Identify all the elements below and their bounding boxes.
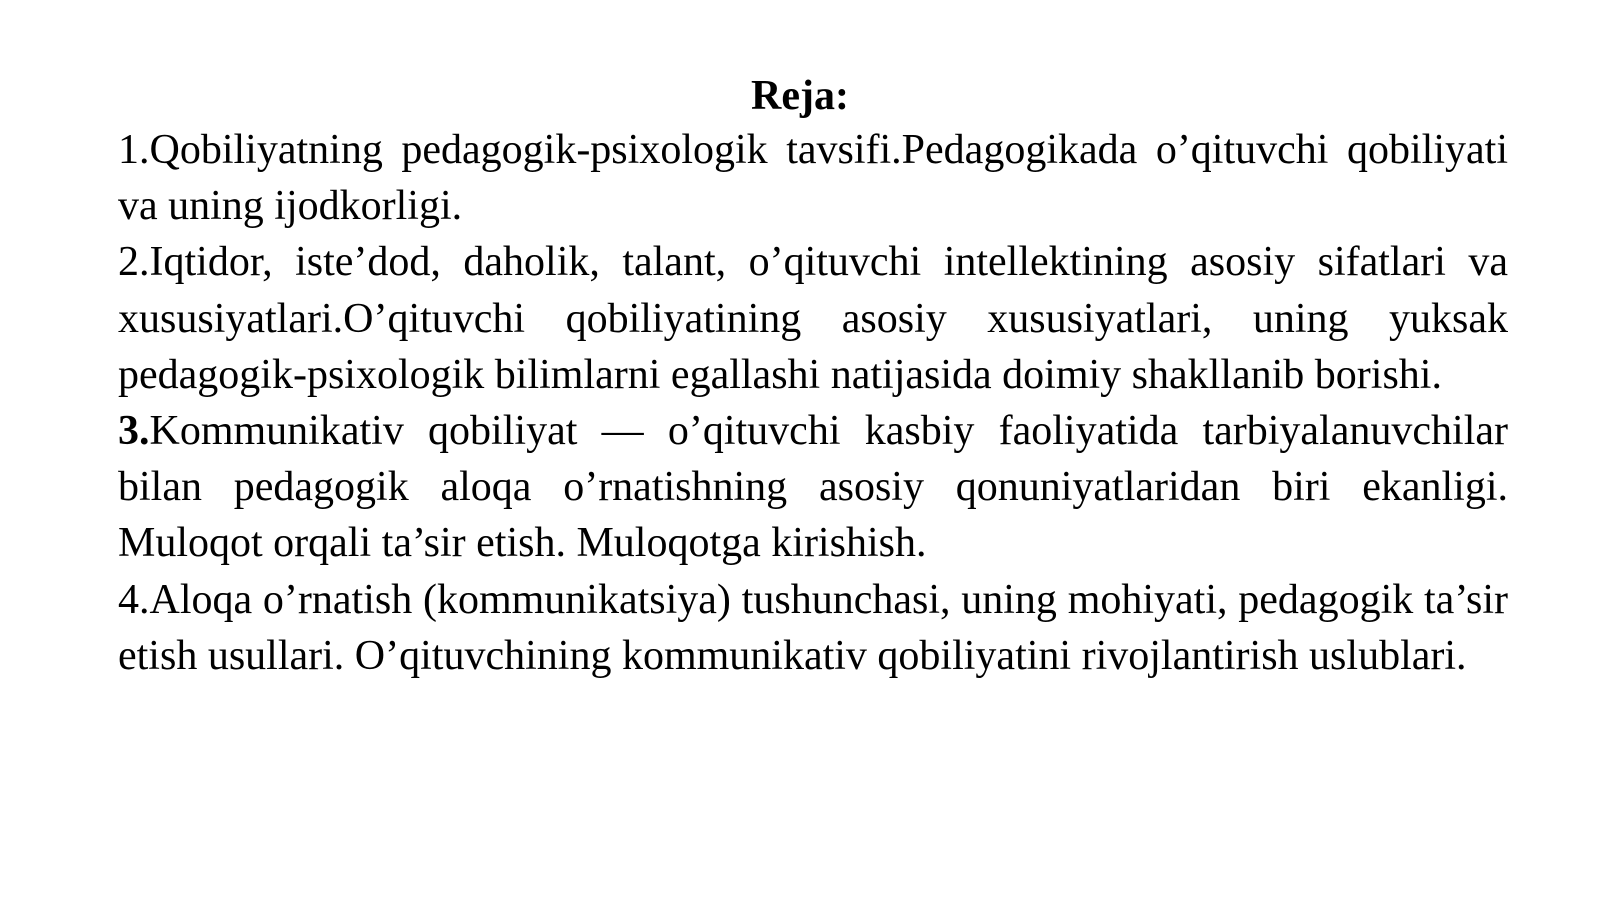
plan-item-3 — [118, 403, 1508, 572]
plan-item-4 — [118, 572, 1508, 684]
plan-item-text: Kommunikativ qobiliyat — o’qituvchi kasbiy faoliyatida tarbiyalanuvchilar bilan pedagogik aloqa o’rnatishning asosiy qonuniyatlaridan biri ekanligi. Muloqot orqali ta’sir etish. Muloqotga kirishish. — [118, 408, 1508, 567]
plan-item-number: 3. — [118, 408, 150, 455]
plan-item-text: Qobiliyatning pedagogik-psixologik tavsifi.Pedagogikada o’qituvchi qobiliyati va uning ijodkorligi. — [118, 127, 1508, 230]
plan-item-2 — [118, 234, 1508, 403]
plan-item-1 — [118, 122, 1508, 234]
plan-item-text: Aloqa o’rnatish (kommunikatsiya) tushunchasi, uning mohiyati, pedagogik ta’sir etish usullari. O’qituvchining kommunikativ qobiliyatini rivojlantirish uslublari. — [118, 576, 1508, 679]
plan-list — [118, 122, 1508, 684]
plan-item-number: 1. — [118, 127, 150, 173]
slide-title: Reja: — [751, 73, 849, 119]
plan-item-number: 2. — [118, 239, 150, 286]
plan-item-number: 4. — [118, 576, 150, 623]
plan-item-text: Iqtidor, iste’dod, daholik, talant, o’qituvchi intellektining asosiy sifatlari va xususiyatlari.O’qituvchi qobiliyatining asosiy xususiyatlari, uning yuksak pedagogik-psixologik bilimlarni egallashi natijasida doimiy shakllanib borishi. — [118, 239, 1508, 398]
